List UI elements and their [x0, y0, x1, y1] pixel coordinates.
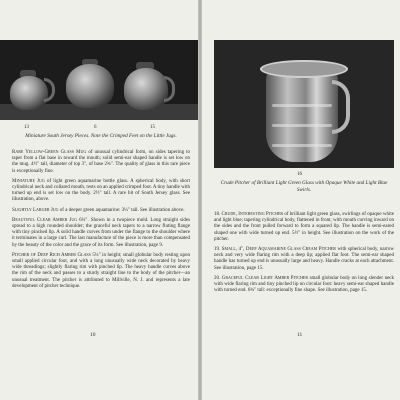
miniature-jugs-photo: [0, 40, 198, 120]
entry-text: of a deeper green aquamarine: 3¼" tall. See illustration above.: [59, 207, 185, 213]
miniature-jug: [10, 76, 48, 110]
entry-number: 20.: [214, 275, 221, 281]
page-number: 11: [297, 332, 303, 338]
jug-handle: [164, 76, 175, 102]
glass-swirl: [272, 104, 332, 107]
catalog-entry: [12, 179, 190, 204]
entry-text: 5¼" in height; small globular body resting upon small applied circular foot, and with a long unusually wide neck decorated by heavy wide threadings; slightly flaring rim with pinched lip. The heavy handle curves above the rim of the neck and passes to a sturdy straight line to the body of the pitcher—an unusual treatment. The pitcher is attributed to Millville, N. J. and represents a late development of pitcher technique.: [12, 252, 190, 289]
entry-title: Miniature Jug: [12, 178, 45, 184]
catalog-entry: [12, 208, 190, 214]
entry-text: small globular body on long slender neck with wide flaring rim and tiny pinched lip on circular foot: heavy semi-ear shaped handle with turned end. 6¾" tall: exceptionally fine shape. See illustration, page 15.: [214, 275, 395, 294]
entry-title: Slightly Larger Jug: [12, 207, 59, 213]
mug: [66, 64, 114, 108]
glass-swirl: [272, 144, 332, 147]
pitcher-body: [266, 66, 338, 162]
entry-title: Small, 4", Deep Aquamarine Glass Cream Pitcher: [221, 247, 336, 253]
larger-jug: [124, 68, 168, 110]
entry-text: of brilliant light green glass, swirlings of opaque white and light blue; tapering cylindrical body, flattened in front, with mouth curving inward on the sides and the front pulled forward to form a squared lip. The handle is semi-eared shaped one with wide turned up end. 5½" in height. See illustration on the work of the pitcher.: [214, 212, 395, 242]
entry-title: Pitcher of Deep Rich Amber Glass: [12, 252, 91, 258]
figure-number: 15: [150, 125, 155, 130]
figure-caption: Crude Pitcher of Brilliant Light Green Glass with Opaque White and Light Blue Swirls.: [220, 180, 388, 193]
figure-number: 16: [297, 172, 302, 177]
entry-number: 19.: [214, 247, 221, 253]
right-page: [202, 0, 400, 400]
catalog-entry: [214, 247, 394, 272]
catalog-entry: [12, 218, 190, 249]
catalog-entry: [12, 150, 190, 175]
entry-text: of unusual cylindrical form, on sides tapering to taper from a flat base in toward the mouth; solid semi-ear shaped handle is set low on the mug. 4½" tall, diameter of top 3", of base 2¾". The quality of glass in this rare piece is exceptionally fine.: [12, 150, 191, 174]
entry-title: Graceful Clear Light Amber Pitcher: [221, 275, 309, 281]
jug-handle: [44, 78, 55, 102]
glass-swirl: [272, 124, 332, 127]
figure-numbers: [0, 125, 198, 133]
catalog-entries: [12, 150, 190, 294]
entry-text: of light green aquamarine bottle glass. A spherical body, with short cylindrical neck and collared mouth, rests on an applied crimped foot. A tiny handle with turned up end is set low on the body. 2½" tall. A rare bit of South Jersey glass. See illustration, above.: [12, 178, 191, 203]
left-page: [0, 0, 198, 400]
figure-number: 13: [24, 125, 29, 130]
entry-text: with spherical body, narrow neck and very wide flaring rim with a deep lip; applied flat foot. The semi-ear shaped handle has turned up end is unusually large and heavy. Handle cracks at each attachment. See illustration, page 15.: [214, 247, 395, 271]
figure-number: 6: [94, 125, 97, 130]
entry-text: 6¼". Shown in a twopiece mold. Long straight sides spread to a high rounded shoulder; the graceful neck tapers to a narrow fluting flange with tiny pinched lip. A solid handle curves from under the flange to the shoulder where it terminates in a large curl. The last manufacture of the piece is more than compensated by the beauty of the color and the grace of its form. See illustration, page 9.: [12, 217, 191, 248]
catalog-entry: [214, 276, 394, 295]
entry-number: 18.: [214, 212, 221, 217]
entry-title: Crude, Interesting Pitcher: [221, 212, 284, 217]
pitcher-handle: [332, 80, 350, 134]
page-number: 10: [90, 332, 96, 338]
entry-title: Beautiful Clear Amber Jug: [12, 217, 78, 223]
catalog-entry: [12, 253, 190, 290]
catalog-entries: [214, 212, 394, 298]
pitcher-photo: [214, 40, 394, 168]
pitcher: [258, 54, 348, 162]
pitcher-rim: [260, 60, 348, 78]
catalog-entry: [214, 212, 394, 243]
entry-title: Rare Yellow-Green Glass Mug: [12, 150, 87, 155]
figure-caption: Miniature South Jersey Pieces. Note the Crimped Feet on the Little Jugs.: [25, 133, 177, 139]
